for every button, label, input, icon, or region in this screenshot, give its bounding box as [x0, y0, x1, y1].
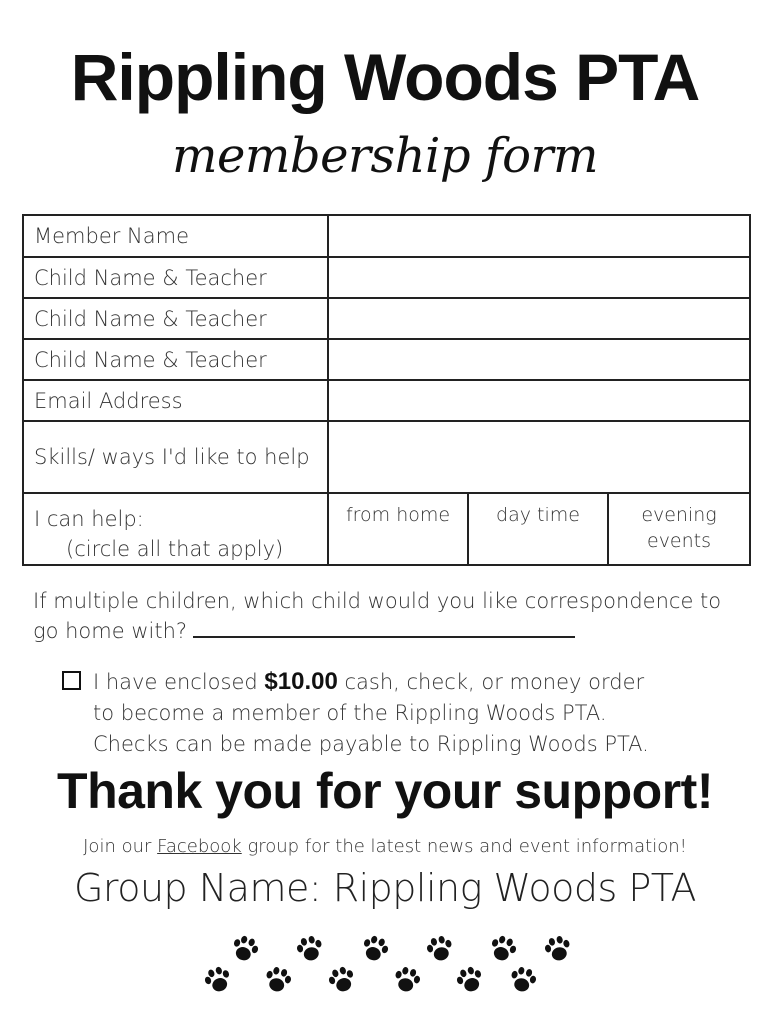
form-subtitle: membership form — [171, 128, 599, 184]
option-from-home[interactable]: from home — [328, 493, 468, 565]
help-label-cell — [23, 493, 328, 565]
table-row — [23, 257, 750, 298]
child-teacher-field-1[interactable] — [328, 257, 750, 298]
paw-print-icon — [199, 961, 237, 999]
facebook-link[interactable]: Facebook — [157, 836, 242, 857]
payment-text-before: I have enclosed — [93, 670, 258, 694]
paw-print-icon — [505, 962, 542, 999]
paw-print-icon — [540, 931, 577, 968]
thank-you-heading: Thank you for your support! — [57, 763, 713, 819]
checkbox[interactable] — [62, 671, 81, 690]
paw-print-icon — [356, 930, 394, 968]
payment-line-3: Checks can be made payable to Rippling Woods PTA. — [93, 732, 649, 756]
table-row — [23, 493, 750, 565]
correspondence-question — [33, 586, 733, 646]
form-title: Rippling Woods PTA — [70, 40, 700, 114]
payment-block — [62, 666, 722, 760]
paw-print-icon — [226, 930, 264, 968]
facebook-note-before: Join our — [83, 836, 152, 857]
member-name-field[interactable] — [328, 215, 750, 257]
paw-print-icon — [292, 931, 329, 968]
child-teacher-field-2[interactable] — [328, 298, 750, 339]
email-field[interactable] — [328, 380, 750, 421]
paw-print-icon — [422, 931, 459, 968]
row-label: Member Name — [23, 215, 328, 257]
table-row — [23, 380, 750, 421]
correspondence-question-text: If multiple children, which child would you like correspondence to go home with? — [33, 589, 722, 643]
membership-table — [22, 214, 751, 566]
child-teacher-field-3[interactable] — [328, 339, 750, 380]
table-row — [23, 215, 750, 257]
paw-print-icon — [260, 962, 297, 999]
row-label: Child Name & Teacher — [23, 298, 328, 339]
group-name: Group Name: Rippling Woods PTA — [73, 866, 697, 910]
facebook-note — [0, 836, 770, 857]
paw-print-icon — [323, 961, 361, 999]
help-label: I can help: — [34, 507, 144, 531]
row-label: Child Name & Teacher — [23, 339, 328, 380]
row-label: Skills/ ways I'd like to help — [23, 421, 328, 493]
table-row — [23, 298, 750, 339]
payment-amount: $10.00 — [264, 668, 338, 695]
option-day-time[interactable]: day time — [468, 493, 608, 565]
paw-print-icon — [451, 961, 489, 999]
payment-line-2: to become a member of the Rippling Woods PTA. — [93, 701, 607, 725]
correspondence-blank[interactable] — [193, 616, 575, 638]
table-row — [23, 339, 750, 380]
payment-text-after: cash, check, or money order — [344, 670, 645, 694]
option-evening-events[interactable]: evening events — [608, 493, 750, 565]
table-row — [23, 421, 750, 493]
row-label: Email Address — [23, 380, 328, 421]
paw-print-icon — [389, 962, 426, 999]
skills-field[interactable] — [328, 421, 750, 493]
row-label: Child Name & Teacher — [23, 257, 328, 298]
facebook-note-after: group for the latest news and event information! — [247, 836, 687, 857]
help-sublabel: (circle all that apply) — [66, 537, 284, 561]
